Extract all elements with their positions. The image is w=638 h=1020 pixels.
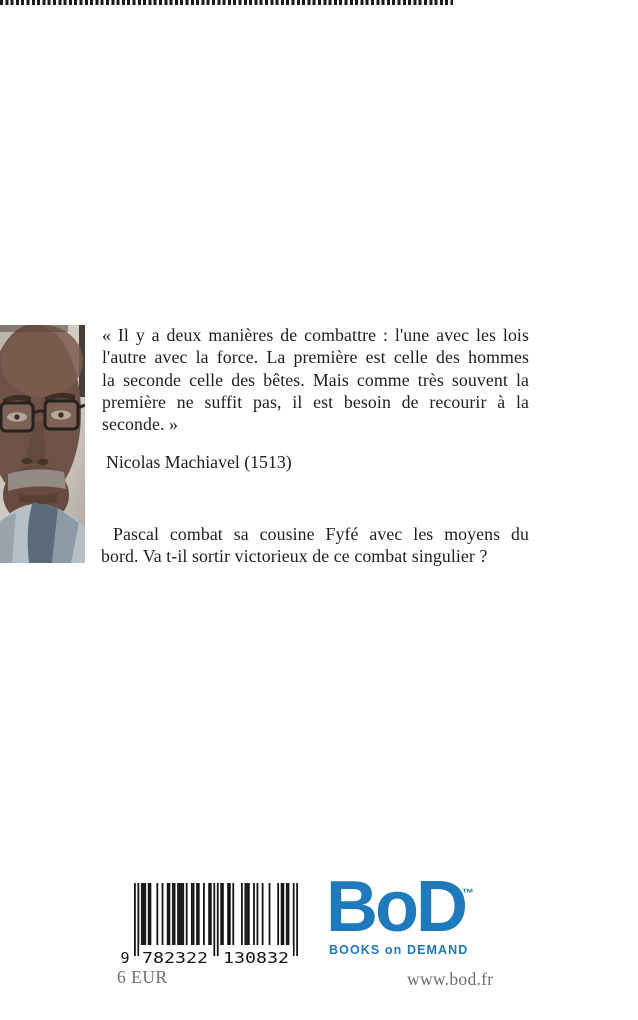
publisher-website: www.bod.fr [407,969,494,989]
quote-line: l'autre avec la force. La première est celle des hommes [102,347,529,368]
dotted-rule-bottom [0,0,194,5]
barcode-digits-left: 782322 [142,949,208,967]
quote-line: première ne suffit pas, il est besoin de recourir à la [102,391,529,412]
machiavelli-quote [102,324,529,435]
blurb-line: Pascal combat sa cousine Fyfé avec les moyens du [113,524,529,544]
quote-line: seconde. » [102,414,179,435]
blurb-line: bord. Va t-il sortir victorieux de ce combat singulier ? [101,546,488,567]
trademark-symbol-icon: ™ [462,886,474,900]
author-photo-illustration [0,325,85,563]
barcode-digits-right: 130832 [223,949,289,967]
price-label: 6 EUR [117,967,168,987]
barcode-digit-prefix: 9 [120,949,130,967]
bod-wordmark: BoD [326,867,465,947]
quote-line: « Il y a deux manières de combattre : l'une avec les lois [102,325,529,345]
bod-tagline: BOOKS on DEMAND [329,943,469,957]
quote-line: la seconde celle des bêtes. Mais comme très souvent la [102,369,529,390]
ean13-barcode [117,883,307,967]
author-photo [0,325,85,563]
book-blurb [101,523,529,568]
quote-attribution: Nicolas Machiavel (1513) [106,452,292,472]
bod-logo [326,867,476,957]
